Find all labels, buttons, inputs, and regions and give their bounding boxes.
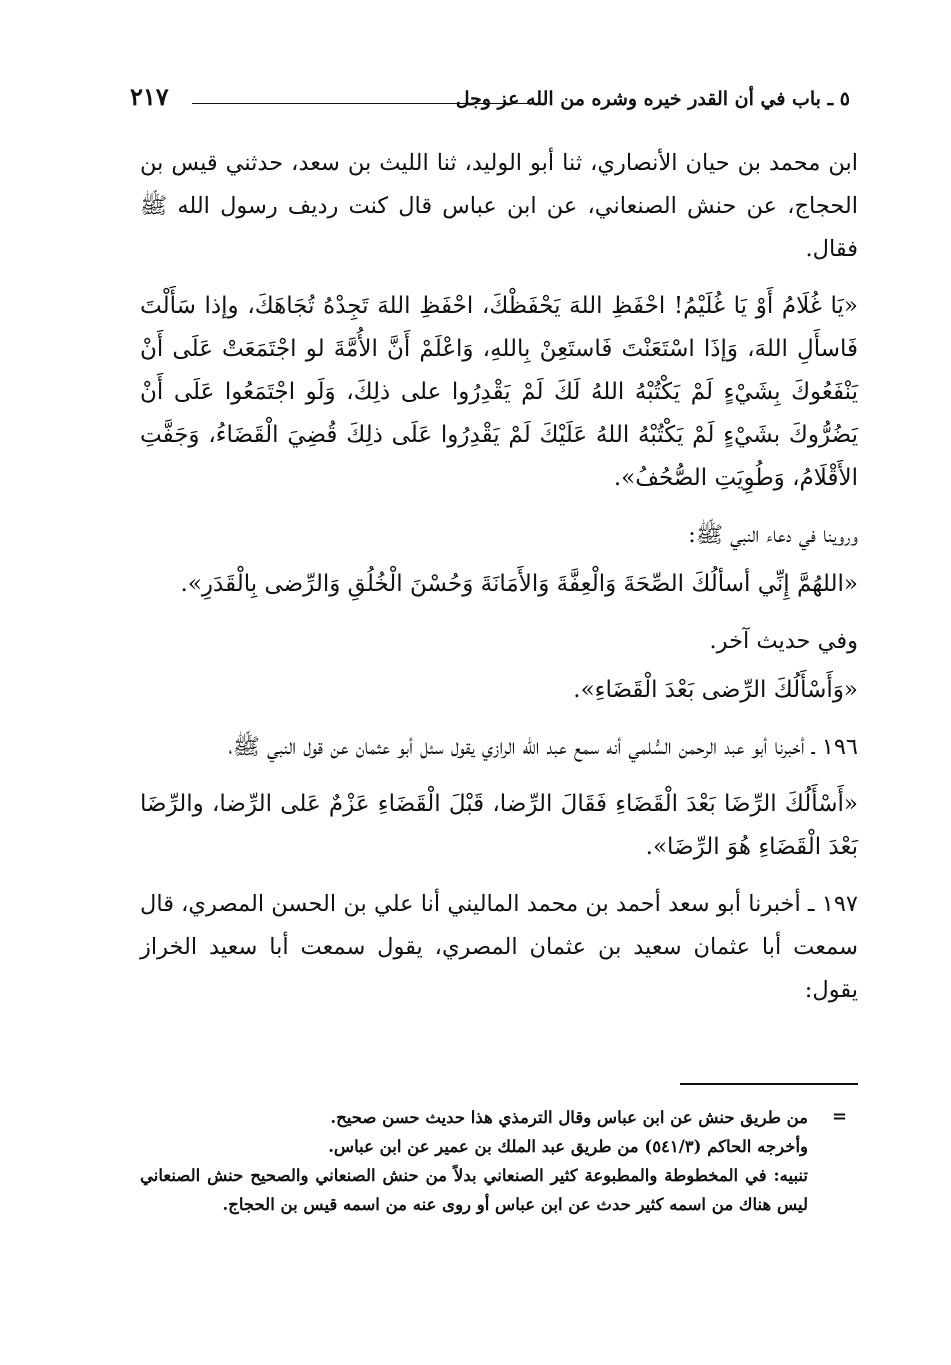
page-header	[130, 82, 850, 122]
footnote-continuation-marker: =	[832, 1106, 848, 1127]
paragraph-197: ١٩٧ ـ أخبرنا أبو سعد أحمد بن محمد الماليني أنا علي بن الحسن المصري، قال سمعت أبا عثمان سعيد بن عثمان المصري، يقول سمعت أبا سعيد الخراز يقول:	[140, 891, 858, 1003]
page-number: ٢١٧	[130, 82, 169, 111]
footnote-line: تنبيه: في المخطوطة والمطبوعة كثير الصنعاني بدلاً من حنش الصنعاني والصحيح حنش الصنعاني ليس هناك من اسمه كثير حدث عن ابن عباس أو روى عنه من اسمه قيس بن الحجاج.	[140, 1166, 808, 1214]
paragraph-isnad: ابن محمد بن حيان الأنصاري، ثنا أبو الوليد، ثنا الليث بن سعد، حدثني قيس بن الحجاج، عن حنش الصنعاني، عن ابن عباس قال كنت رديف رسول الله ﷺ فقال.	[140, 150, 858, 262]
main-text	[140, 142, 858, 1026]
running-title: ٥ ـ باب في أن القدر خيره وشره من الله عز وجل	[455, 88, 850, 110]
footnote-separator	[680, 1083, 858, 1085]
paragraph-196: ١٩٦ ـ أخبرنا أبو عبد الرحمن السُّلمي أنه سمع عبد الله الرازي يقول سئل أبو عثمان عن قول النبي ﷺ،	[228, 734, 858, 760]
quote-196: «أَسْأَلُكَ الرِّضَا بَعْدَ الْقَضَاءِ فَقَالَ الرِّضا، قَبْلَ الْقَضَاءِ عَزْمٌ عَلى الرِّضا، والرِّضَا بَعْدَ الْقَضَاءِ هُوَ الرِّضَا».	[140, 791, 858, 860]
hadith-quote: «يَا غُلَامُ أَوْ يَا غُلَيْمُ! احْفَظِ اللهَ يَحْفَظْكَ، احْفَظِ اللهَ تَجِدْهُ تُجَاهَكَ، وإذا سَأَلْتَ فَاسأَلِ اللهَ، وَإذَا اسْتَعَنْتَ فَاستَعِنْ بِاللهِ، وَاعْلَمْ أَنَّ الأُمَّةَ لو اجْتَمَعَتْ عَلَى أَنْ يَنْفَعُوكَ بِشَيْءٍ لَمْ يَكْتُبْهُ اللهُ لَكَ لَمْ يَقْدِرُوا على ذلِكَ، وَلَو اجْتَمَعُوا عَلَى أَنْ يَضُرُّوكَ بشَيْءٍ لَمْ يَكْتُبْهُ اللهُ عَلَيْكَ لَمْ يَقْدِرُوا عَلَى ذلِكَ قُضِيَ الْقَضَاءُ، وَجَفَّتِ الأَقْلَامُ، وَطُوِيَتِ الصُّحُفُ».	[140, 293, 858, 491]
paragraph-other-hadith: وفي حديث آخر.	[709, 628, 858, 654]
header-rule	[192, 103, 540, 104]
footnote-line: وأخرجه الحاكم (٥٤١/٣) من طريق عبد الملك بن عمير عن ابن عباس.	[328, 1137, 808, 1156]
footnotes	[140, 1103, 808, 1219]
paragraph-dua-intro: وروينا في دعاء النبي ﷺ:	[688, 522, 858, 548]
other-hadith-quote: «وَأَسْأَلُكَ الرِّضى بَعْدَ الْقَضَاءِ».	[573, 677, 858, 703]
footnote-line: من طريق حنش عن ابن عباس وقال الترمذي هذا حديث حسن صحيح.	[330, 1108, 808, 1127]
dua-quote: «اللهُمَّ إِنِّي أسألُكَ الصِّحَةَ وَالْعِفَّةَ وَالأَمَانَةَ وَحُسْنَ الْخُلُقِ وَالرِّضى بِالْقَدَرِ».	[180, 571, 858, 597]
